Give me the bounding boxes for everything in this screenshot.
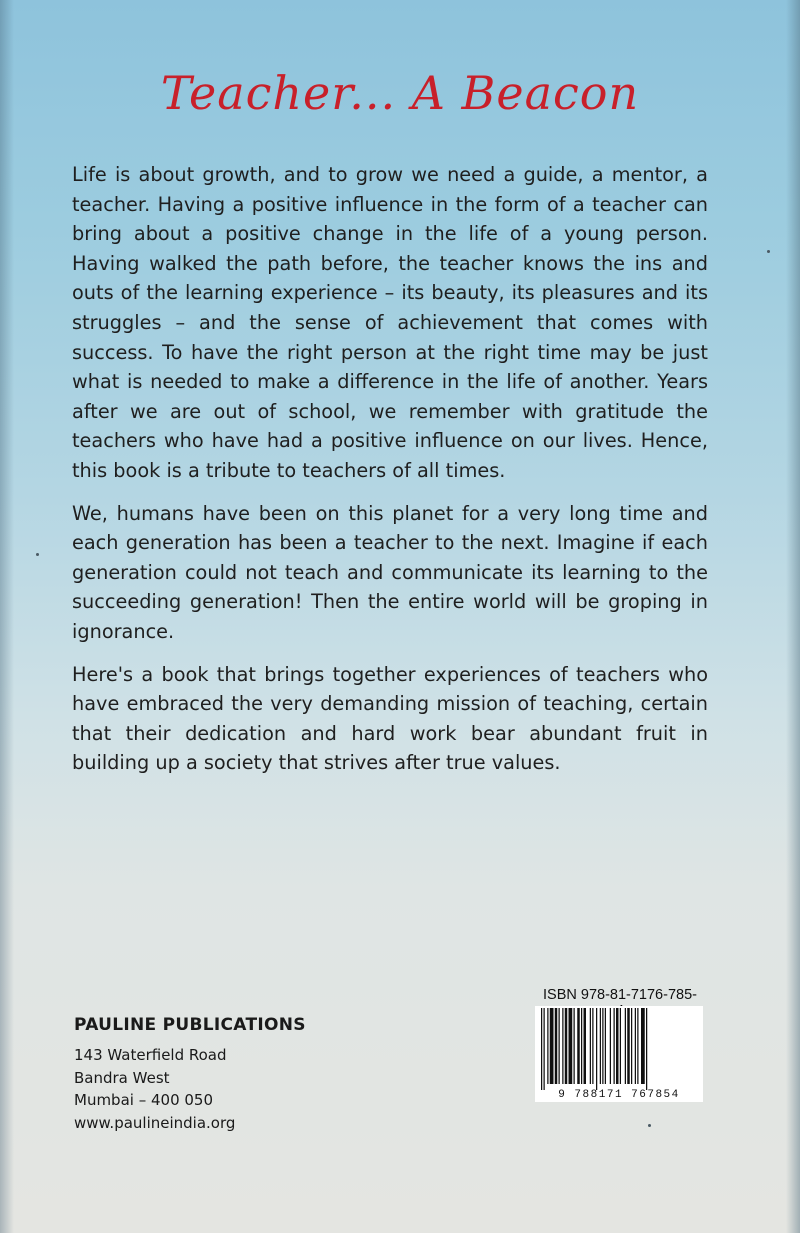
book-title: Teacher... A Beacon: [160, 66, 640, 120]
isbn-barcode: [535, 1006, 703, 1102]
publisher-block: [74, 1015, 306, 1134]
spine-shadow: [0, 0, 14, 1233]
publisher-name: PAULINE PUBLICATIONS: [74, 1015, 306, 1035]
cover-speck: [767, 250, 770, 253]
publisher-website: www.paulineindia.org: [74, 1113, 236, 1132]
blurb-paragraph-1: Life is about growth, and to grow we need a guide, a mentor, a teacher. Having a positive influence in the form of a teacher can bring about a positive change in the life of a young person. Having walked the path before, the teacher knows the ins and outs of the learning experience – its beauty, its pleasures and its struggles – and the sense of achievement that comes with success. To have the right person at the right time may be just what is needed to make a difference in the life of another. Years after we are out of school, we remember with gratitude the teachers who have had a positive influence on our lives. Hence, this book is a tribute to teachers of all times.: [72, 163, 708, 482]
publisher-address-line: Bandra West: [74, 1068, 170, 1087]
blurb-text: [72, 160, 708, 791]
cover-speck: [648, 1124, 651, 1127]
barcode-bars: [535, 1006, 703, 1090]
isbn-label: ISBN 978-81-7176-785-: [543, 987, 697, 1003]
cover-edge-shadow: [786, 0, 800, 1233]
publisher-address-line: 143 Waterfield Road: [74, 1046, 227, 1064]
blurb-paragraph-2: We, humans have been on this planet for a very long time and each generation has been a teacher to the next. Imagine if each generation could not teach and communicate its learning to the succeeding generation! Then the entire world will be groping in ignorance.: [72, 501, 708, 643]
barcode-digits: 9 788171 767854: [558, 1089, 680, 1101]
publisher-address-line: Mumbai – 400 050: [74, 1091, 214, 1109]
blurb-paragraph-3: Here's a book that brings together experiences of teachers who have embraced the very demanding mission of teaching, certain that their dedication and hard work bear abundant fruit in building up a society that strives after true values.: [72, 662, 708, 775]
cover-speck: [36, 553, 39, 556]
